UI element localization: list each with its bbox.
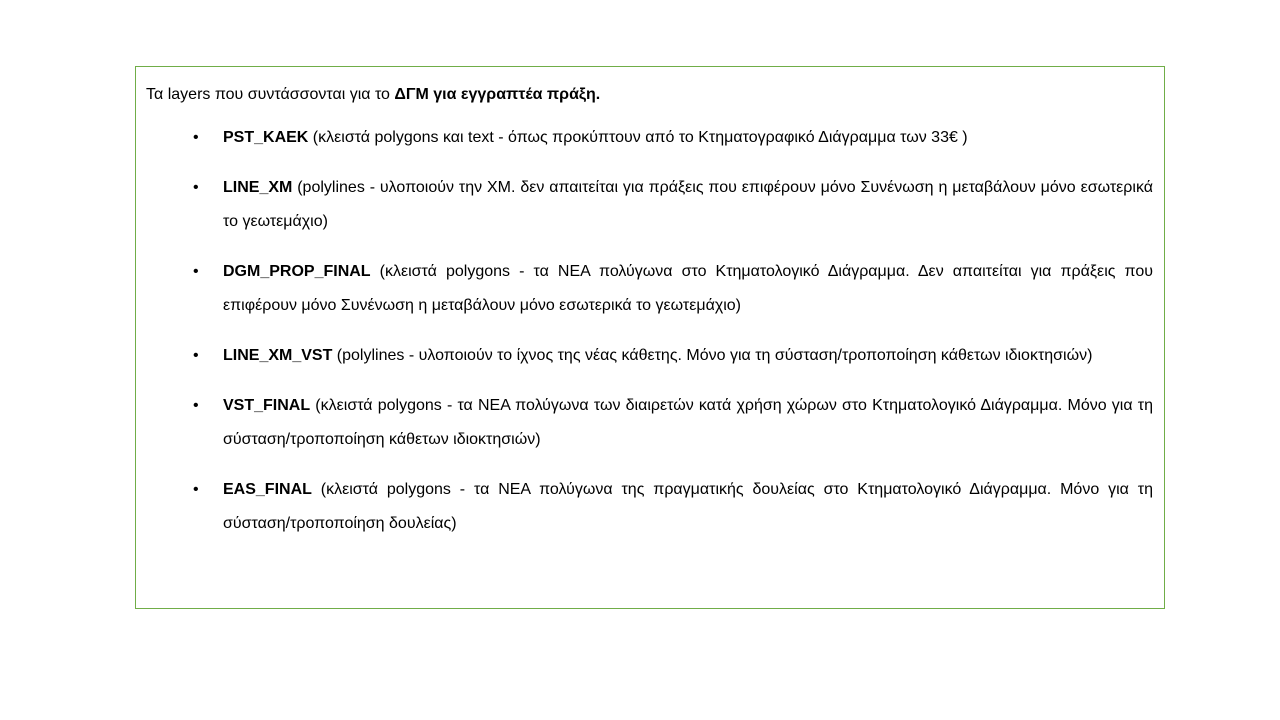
- layer-description: (κλειστά polygons και text - όπως προκύπτουν από το Κτηματογραφικό Διάγραμμα των 33€ ): [308, 129, 968, 146]
- layer-name: DGM_PROP_FINAL: [223, 263, 371, 280]
- layer-description: (κλειστά polygons - τα ΝΕΑ πολύγωνα της πραγματικής δουλείας στο Κτηματολογικό Διάγραμμα. Μόνο για τη σύσταση/τροποποίηση δουλείας): [223, 481, 1153, 532]
- layer-description: (polylines - υλοποιούν το ίχνος της νέας κάθετης. Μόνο για τη σύσταση/τροποποίηση κάθετων ιδιοκτησιών): [332, 347, 1093, 364]
- layer-name: PST_KAEK: [223, 129, 309, 146]
- list-item: [146, 389, 1153, 457]
- layer-name: EAS_FINAL: [223, 481, 312, 498]
- list-item: [146, 255, 1153, 323]
- layer-list: [146, 121, 1153, 541]
- layer-description: (κλειστά polygons - τα ΝΕΑ πολύγωνα στο Κτηματολογικό Διάγραμμα. Δεν απαιτείται για πράξεις που επιφέρουν μόνο Συνένωση η μεταβάλουν μόνο εσωτερικά το γεωτεμάχιο): [223, 263, 1153, 314]
- bullet-icon: •: [193, 347, 199, 364]
- layer-name: LINE_XM: [223, 179, 293, 196]
- intro-text: Τα layers που συντάσσονται για το: [146, 86, 395, 103]
- content-box: [135, 66, 1165, 609]
- intro-bold-text: ΔΓΜ για εγγραπτέα πράξη.: [394, 86, 601, 103]
- layer-description: (κλειστά polygons - τα ΝΕΑ πολύγωνα των διαιρετών κατά χρήση χώρων στο Κτηματολογικό Διάγραμμα. Μόνο για τη σύσταση/τροποποίηση κάθετων ιδιοκτησιών): [223, 397, 1153, 448]
- bullet-icon: •: [193, 179, 199, 196]
- bullet-icon: •: [193, 397, 199, 414]
- bullet-icon: •: [193, 263, 199, 280]
- intro-line: [146, 83, 1153, 107]
- list-item: [146, 473, 1153, 541]
- list-item: [146, 171, 1153, 239]
- list-item: [146, 121, 1153, 155]
- layer-description: (polylines - υλοποιούν την ΧΜ. δεν απαιτείται για πράξεις που επιφέρουν μόνο Συνένωση η μεταβάλουν μόνο εσωτερικά το γεωτεμάχιο): [223, 179, 1153, 230]
- layer-name: LINE_XM_VST: [223, 347, 333, 364]
- layer-name: VST_FINAL: [223, 397, 311, 414]
- bullet-icon: •: [193, 481, 199, 498]
- list-item: [146, 339, 1153, 373]
- bullet-icon: •: [193, 129, 199, 146]
